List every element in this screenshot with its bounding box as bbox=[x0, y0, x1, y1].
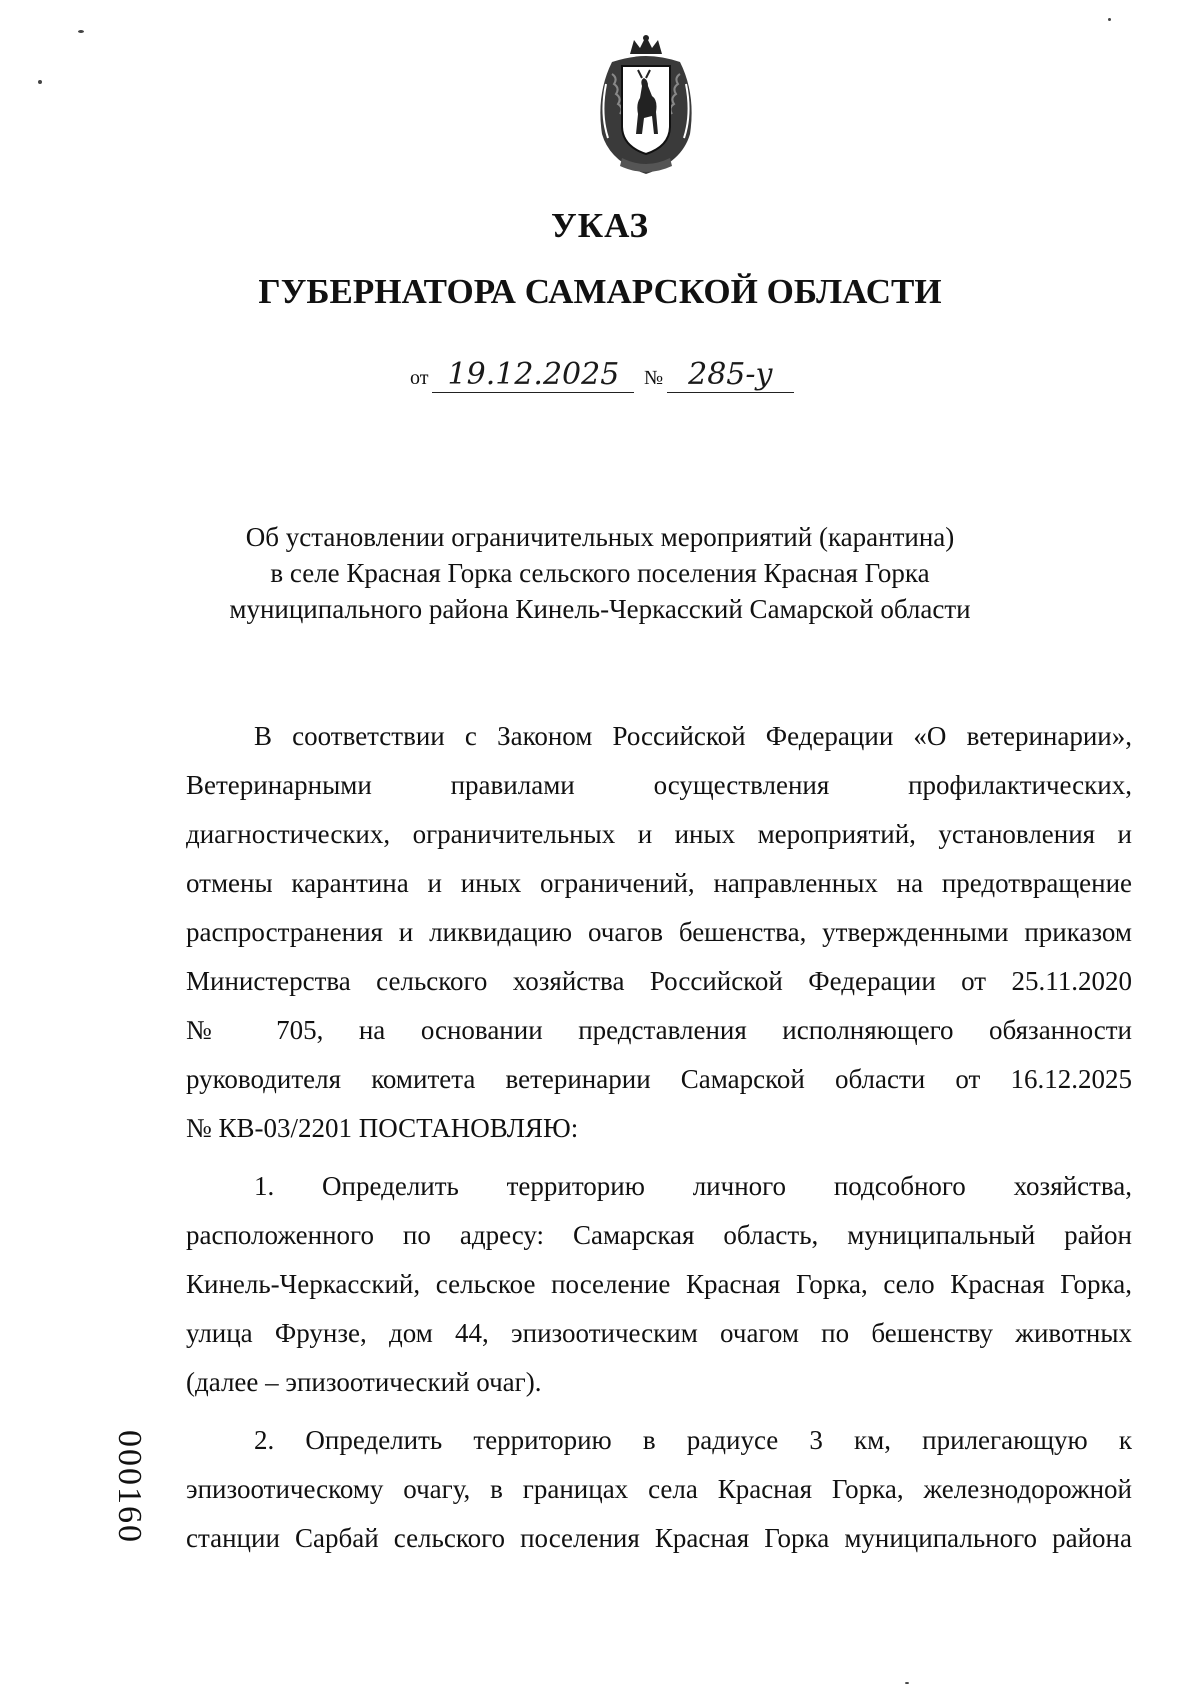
number-prefix: № bbox=[643, 367, 664, 389]
text-line: улица Фрунзе, дом 44, эпизоотическим очагом по бешенству животных bbox=[186, 1318, 1132, 1348]
decree-number: 285-у bbox=[667, 360, 794, 393]
text-line: отмены карантина и иных ограничений, направленных на предотвращение bbox=[186, 868, 1132, 898]
samara-coat-of-arms-icon bbox=[592, 34, 700, 180]
text-line: эпизоотическому очагу, в границах села Красная Горка, железнодорожной bbox=[186, 1474, 1132, 1504]
decree-issuer: ГУБЕРНАТОРА САМАРСКОЙ ОБЛАСТИ bbox=[258, 272, 942, 311]
text-line: 2. Определить территорию в радиусе 3 км, прилегающую к bbox=[254, 1425, 1132, 1455]
decree-title: УКАЗ bbox=[551, 206, 649, 245]
decree-body bbox=[186, 712, 1132, 1563]
subject-line: Об установлении ограничительных мероприятий (карантина) bbox=[245, 522, 955, 552]
text-line: станции Сарбай сельского поселения Красная Горка муниципального района bbox=[186, 1523, 1132, 1553]
text-line: В соответствии с Законом Российской Федерации «О ветеринарии», bbox=[254, 721, 1132, 751]
item-2-paragraph bbox=[186, 1416, 1132, 1563]
text-line: (далее – эпизоотический очаг). bbox=[186, 1367, 542, 1397]
scan-speck bbox=[78, 30, 84, 33]
decree-subject bbox=[0, 519, 1200, 627]
scan-speck bbox=[905, 1682, 909, 1684]
preamble-paragraph bbox=[186, 712, 1132, 1153]
subject-line: в селе Красная Горка сельского поселения Красная Горка bbox=[270, 558, 930, 588]
item-1-paragraph bbox=[186, 1162, 1132, 1407]
text-line: 1. Определить территорию личного подсобного хозяйства, bbox=[254, 1171, 1132, 1201]
text-line: расположенного по адресу: Самарская область, муниципальный район bbox=[186, 1220, 1132, 1250]
subject-line: муниципального района Кинель-Черкасский Самарской области bbox=[229, 594, 971, 624]
scan-speck bbox=[38, 80, 42, 84]
scan-speck bbox=[1108, 18, 1111, 21]
text-line: Кинель-Черкасский, сельское поселение Красная Горка, село Красная Горка, bbox=[186, 1269, 1132, 1299]
decree-date: 19.12.2025 bbox=[432, 360, 634, 393]
date-number-line bbox=[0, 357, 1200, 393]
text-line: Ветеринарными правилами осуществления профилактических, bbox=[186, 770, 1132, 800]
text-line: Министерства сельского хозяйства Российской Федерации от 25.11.2020 bbox=[186, 966, 1132, 996]
text-line: № КВ-03/2201 ПОСТАНОВЛЯЮ: bbox=[186, 1113, 579, 1143]
date-prefix: от bbox=[409, 367, 429, 389]
text-line: № 705, на основании представления исполняющего обязанности bbox=[186, 1015, 1132, 1045]
text-line: руководителя комитета ветеринарии Самарской области от 16.12.2025 bbox=[186, 1064, 1132, 1094]
text-line: диагностических, ограничительных и иных мероприятий, установления и bbox=[186, 819, 1132, 849]
page-serial-number: 000160 bbox=[111, 1430, 148, 1544]
text-line: распространения и ликвидацию очагов бешенства, утвержденными приказом bbox=[186, 917, 1132, 947]
